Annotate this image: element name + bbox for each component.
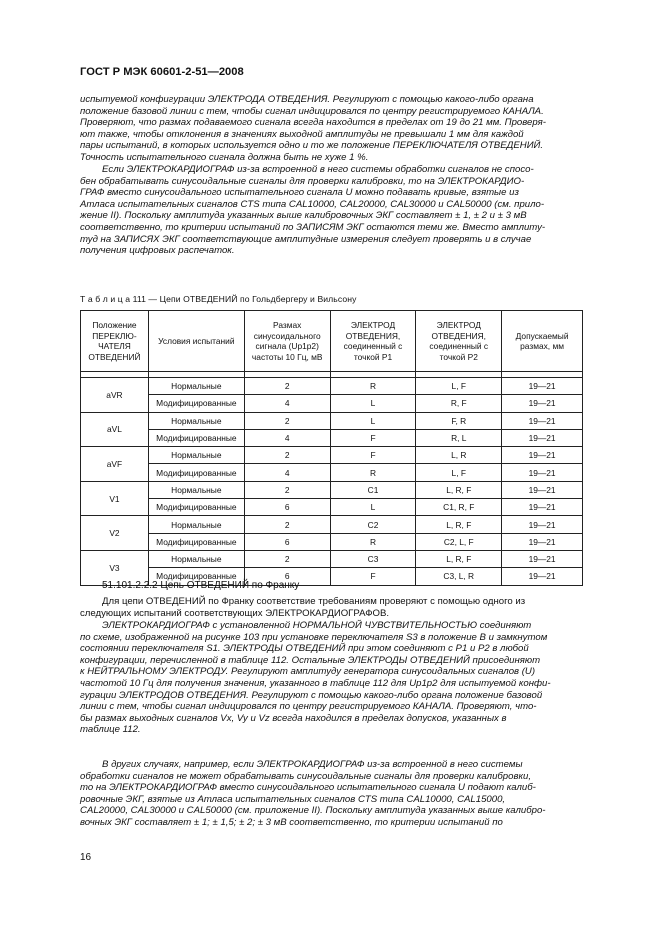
electrode-p2-cell: L, R, F [416, 516, 502, 533]
text-line: пары испытаний, в которых используется одно и то же положение ПЕРЕКЛЮЧАТЕЛЯ ОТВЕДЕНИЙ. [80, 140, 544, 152]
column-header: ЭЛЕКТРОД ОТВЕДЕНИЯ, соединенный с точкой P1 [330, 311, 416, 372]
text-line: вочных ЭКГ составляет ± 1; ± 1,5; ± 2; ± 3 мВ соответственно, то критерии испытаний по [80, 816, 503, 828]
paragraph-frank-test [80, 620, 581, 736]
text-line: В других случаях, например, если ЭЛЕКТРОКАРДИОГРАФ из-за встроенной в него системы [102, 759, 523, 770]
text-line: Атласа испытательных сигналов CTS типа CAL10000, CAL20000, CAL30000 и CAL50000 (см. прило- [80, 198, 545, 210]
text-line: CAL20000, CAL30000 и CAL50000 (см. приложение II). Поскольку амплитуда указанных выше калибро- [80, 805, 546, 817]
condition-cell: Модифицированные [148, 429, 244, 446]
amplitude-cell: 6 [244, 533, 330, 550]
lead-position-cell: V3 [81, 550, 149, 585]
electrode-p1-cell: R [330, 378, 416, 395]
text-line: конфигурации, перечисленной в таблице 112. Остальные ЭЛЕКТРОДЫ ОТВЕДЕНИЙ присоединяют [80, 654, 541, 666]
table-row [81, 499, 583, 516]
text-line: Для цепи ОТВЕДЕНИЙ по Франку соответствие требованиям проверяют с помощью одного из [102, 596, 526, 607]
text-line: Точность испытательного сигнала должна быть не хуже 1 %. [80, 151, 369, 163]
range-cell: 19—21 [502, 499, 583, 516]
column-header: Положение ПЕРЕКЛЮ-ЧАТЕЛЯ ОТВЕДЕНИЙ [81, 311, 149, 372]
electrode-p1-cell: L [330, 412, 416, 429]
electrode-p1-cell: L [330, 395, 416, 412]
range-cell: 19—21 [502, 481, 583, 498]
amplitude-cell: 4 [244, 395, 330, 412]
text-line: соответственно, то критерии испытаний по ЗАПИСЯМ ЭКГ остаются теми же. Вместо амплиту- [80, 221, 546, 233]
text-line: то на ЭЛЕКТРОКАРДИОГРАФ вместо синусоидального испытательного сигнала U подают калиб- [80, 782, 536, 794]
electrode-p1-cell: F [330, 429, 416, 446]
amplitude-cell: 6 [244, 568, 330, 585]
range-cell: 19—21 [502, 568, 583, 585]
table-row [81, 447, 583, 464]
table-row [81, 533, 583, 550]
section-title: 51.101.2.2.2 Цепь ОТВЕДЕНИЙ по Франку [102, 580, 300, 591]
amplitude-cell: 4 [244, 464, 330, 481]
text-line: по схеме, изображенной на рисунке 103 при установке переключателя S3 в положение B и замкнутом [80, 631, 548, 643]
amplitude-cell: 2 [244, 412, 330, 429]
range-cell: 19—21 [502, 412, 583, 429]
table-caption: Т а б л и ц а 111 — Цепи ОТВЕДЕНИЙ по Гольдбергеру и Вильсону [80, 294, 357, 304]
text-line: Если ЭЛЕКТРОКАРДИОГРАФ из-за встроенной в него системы обработки сигналов не спосо- [102, 164, 534, 175]
amplitude-cell: 2 [244, 447, 330, 464]
column-header: Размах синусоидального сигнала (Up1p2) частоты 10 Гц, мВ [244, 311, 330, 372]
condition-cell: Нормальные [148, 550, 244, 567]
electrode-p1-cell: C3 [330, 550, 416, 567]
condition-cell: Модифицированные [148, 568, 244, 585]
table-row [81, 412, 583, 429]
electrode-p2-cell: C3, L, R [416, 568, 502, 585]
amplitude-cell: 2 [244, 378, 330, 395]
range-cell: 19—21 [502, 447, 583, 464]
text-line: Проверяют, что размах подаваемого сигнала всегда находится в пределах от 19 до 21 мм. Проверя- [80, 117, 546, 129]
condition-cell: Нормальные [148, 481, 244, 498]
range-cell: 19—21 [502, 464, 583, 481]
text-line: положение базовой линии с тем, чтобы сигнал индицировался по центру регистрируемого КАНАЛА. [80, 105, 544, 117]
paragraph-frank-intro [80, 596, 581, 619]
table-row [81, 378, 583, 395]
page-number: 16 [80, 852, 92, 863]
electrode-p2-cell: R, F [416, 395, 502, 412]
text-line: обработки сигналов не может обрабатывать синусоидальные сигналы для проверки калибровки, [80, 770, 532, 782]
electrode-p2-cell: L, F [416, 464, 502, 481]
text-line: линии с тем, чтобы сигнал индицировался по центру регистрируемого КАНАЛА. Проверяют, что- [80, 701, 537, 713]
electrode-p1-cell: L [330, 499, 416, 516]
text-line: ют также, чтобы отклонения в значениях выходной амплитуды не превышали 1 мм для каждой [80, 128, 524, 140]
text-line: ГРАФ вместо синусоидального испытательного сигнала U можно подавать кривые, взятые из [80, 187, 519, 199]
electrode-p1-cell: C2 [330, 516, 416, 533]
electrode-p1-cell: F [330, 447, 416, 464]
condition-cell: Нормальные [148, 447, 244, 464]
condition-cell: Модифицированные [148, 395, 244, 412]
text-line: гурации ЭЛЕКТРОДОВ ОТВЕДЕНИЯ. Регулируют с помощью какого-либо органа положение базовой [80, 689, 543, 701]
range-cell: 19—21 [502, 395, 583, 412]
range-cell: 19—21 [502, 516, 583, 533]
electrode-p2-cell: C1, R, F [416, 499, 502, 516]
electrode-p2-cell: L, F [416, 378, 502, 395]
electrode-p2-cell: L, R [416, 447, 502, 464]
table-row [81, 429, 583, 446]
text-line: получения цифровых распечаток. [80, 245, 235, 257]
table-row [81, 464, 583, 481]
text-line: испытуемой конфигурации ЭЛЕКТРОДА ОТВЕДЕНИЯ. Регулируют с помощью какого-либо органа [80, 94, 534, 105]
condition-cell: Модифицированные [148, 464, 244, 481]
range-cell: 19—21 [502, 533, 583, 550]
text-line: бы размах выходных сигналов Vx, Vy и Vz всегда находился в пределах допусков, указанных в [80, 712, 507, 724]
table-row [81, 550, 583, 567]
column-header: ЭЛЕКТРОД ОТВЕДЕНИЯ, соединенный с точкой P2 [416, 311, 502, 372]
column-header: Допускаемый размах, мм [502, 311, 583, 372]
text-line: жение II). Поскольку амплитуда указанных выше калибровочных ЭКГ составляет ± 1, ± 2 и ± 3 мВ [80, 210, 527, 222]
lead-position-cell: aVF [81, 447, 149, 482]
table-row [81, 481, 583, 498]
lead-position-cell: V1 [81, 481, 149, 516]
paragraph-frank-other [80, 759, 581, 829]
text-line: к НЕЙТРАЛЬНОМУ ЭЛЕКТРОДУ. Регулируют амплитуду генератора синусоидальных сигналов (U) [80, 666, 536, 678]
amplitude-cell: 2 [244, 516, 330, 533]
electrode-p1-cell: C1 [330, 481, 416, 498]
text-line: таблице 112. [80, 724, 141, 736]
lead-position-cell: aVL [81, 412, 149, 447]
column-header: Условия испытаний [148, 311, 244, 372]
lead-position-cell: aVR [81, 378, 149, 413]
lead-position-cell: V2 [81, 516, 149, 551]
leads-table [80, 310, 583, 586]
amplitude-cell: 2 [244, 481, 330, 498]
amplitude-cell: 4 [244, 429, 330, 446]
document-header: ГОСТ Р МЭК 60601-2-51—2008 [80, 66, 244, 78]
condition-cell: Модифицированные [148, 499, 244, 516]
electrode-p2-cell: C2, L, F [416, 533, 502, 550]
electrode-p2-cell: R, L [416, 429, 502, 446]
electrode-p1-cell: R [330, 533, 416, 550]
text-line: туд на ЗАПИСЯХ ЭКГ соответствующие амплитудные измерения следует проверять и в случае [80, 233, 532, 245]
condition-cell: Модифицированные [148, 533, 244, 550]
text-line: ровочные ЭКГ, взятые из Атласа испытательных сигналов CTS типа CAL10000, CAL15000, [80, 793, 506, 805]
amplitude-cell: 6 [244, 499, 330, 516]
paragraph-test-config [80, 94, 581, 164]
range-cell: 19—21 [502, 429, 583, 446]
electrode-p2-cell: F, R [416, 412, 502, 429]
condition-cell: Нормальные [148, 516, 244, 533]
range-cell: 19—21 [502, 550, 583, 567]
text-line: бен обрабатывать синусоидальные сигналы для проверки калибровки, то на ЭЛЕКТРОКАРДИО- [80, 175, 525, 187]
table-row [81, 395, 583, 412]
text-line: состоянии переключателя S1. ЭЛЕКТРОДЫ ОТВЕДЕНИЙ при этом соединяют с P1 и P2 в любой [80, 643, 529, 655]
electrode-p2-cell: L, R, F [416, 481, 502, 498]
range-cell: 19—21 [502, 378, 583, 395]
text-line: ЭЛЕКТРОКАРДИОГРАФ с установленной НОРМАЛЬНОЙ ЧУВСТВИТЕЛЬНОСТЬЮ соединяют [102, 620, 532, 631]
text-line: следующих испытаний соответствующих ЭЛЕКТРОКАРДИОГРАФОВ. [80, 607, 390, 619]
paragraph-calibration [80, 164, 581, 257]
text-line: частотой 10 Гц для получения значения, указанного в таблице 112 для Up1p2 для испытуемой конфи- [80, 677, 551, 689]
table-row [81, 516, 583, 533]
electrode-p2-cell: L, R, F [416, 550, 502, 567]
electrode-p1-cell: R [330, 464, 416, 481]
condition-cell: Нормальные [148, 378, 244, 395]
electrode-p1-cell: F [330, 568, 416, 585]
condition-cell: Нормальные [148, 412, 244, 429]
amplitude-cell: 2 [244, 550, 330, 567]
